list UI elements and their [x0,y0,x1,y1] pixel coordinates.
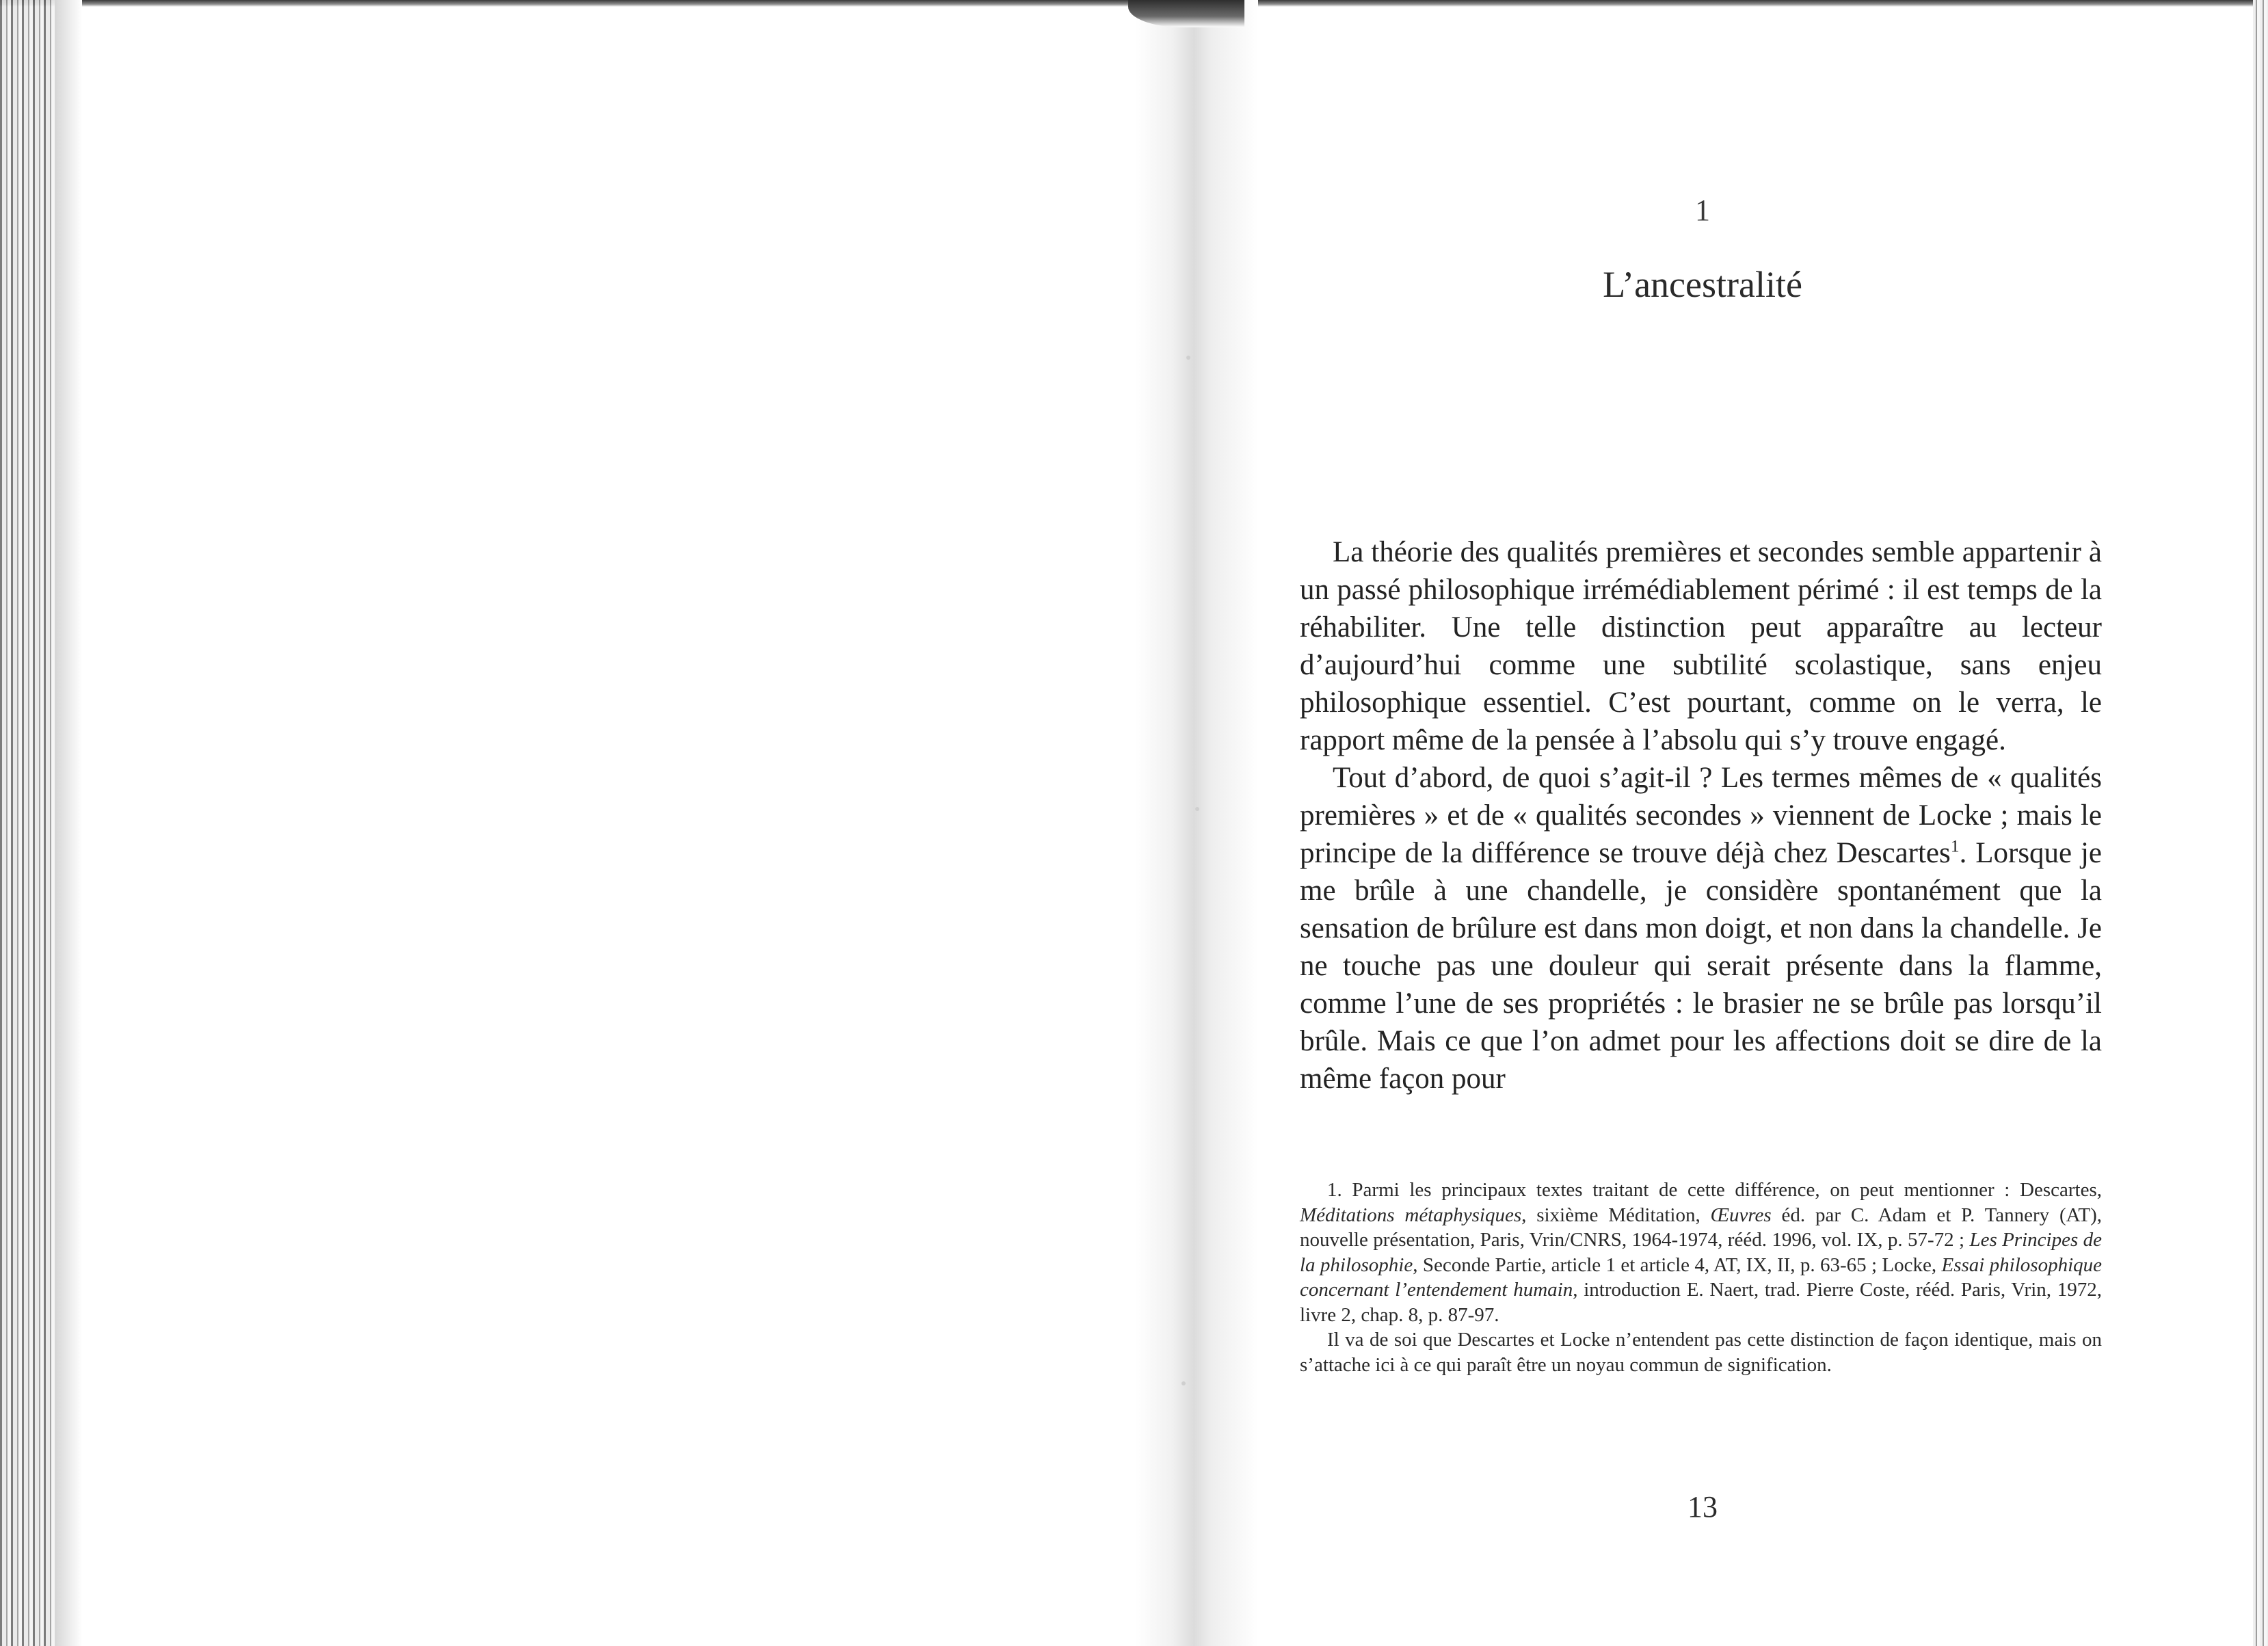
paragraph-2-rest: . Lorsque je me brûle à une chandelle, je considère spontanément que la sensation de brûlure est dans mon doigt, et non dans la chandelle. Je ne touche pas une douleur qui serait présente dans la flamme, comme l’une de ses propriétés : le brasier ne se brûle pas lorsqu’il brûle. Mais ce que l’on admet pour les affections doit se dire de la même façon pour [1300,837,2102,1095]
chapter-title: L’ancestralité [1603,264,1802,305]
footnote-1-title-oeuvres: Œuvres [1710,1204,1772,1226]
page-number: 13 [1687,1490,1718,1524]
left-page-edges [0,0,55,1646]
paragraph-1: La théorie des qualités premières et secondes semble appartenir à un passé philosophique irrémédiablement périmé : il est temps de la réhabiliter. Une telle distinction peut apparaître au lecteur d’aujourd’hui comme une subtilité scolastique, sans enjeu philosophique essentiel. C’est pourtant, comme on le verra, le rapport même de la pensée à l’absolu qui s’y trouve engagé. [1300,536,2102,756]
footnote-1-title-essai: Essai philosophique concernant l’entendement humain [1300,1253,2103,1301]
scan-speck [1182,1381,1186,1385]
chapter-number: 1 [1695,194,1710,227]
footnotes [1300,1178,2102,1377]
footnote-1-text: , introduction E. Naert, trad. Pierre Coste, rééd. Paris, Vrin, 1972, livre 2, chap. 8, p. 87-97. [1300,1279,2102,1326]
scan-speck [1186,356,1190,360]
footnote-1-title-meditations: Méditations métaphysiques [1300,1204,1522,1226]
footnote-1-title-principes: Les Principes de la philosophie [1300,1229,2102,1276]
body-text [1300,533,2102,1098]
footnote-2: Il va de soi que Descartes et Locke n’entendent pas cette distinction de façon identique, mais on s’attache ici à ce qui paraît être un noyau commun de signification. [1300,1329,2102,1376]
footnote-1 [1300,1178,2102,1327]
footnote-1-text: , Seconde Partie, article 1 et article 4, AT, IX, II, p. 63-65 ; Locke, [1413,1253,1942,1276]
right-page-edges [2253,0,2268,1646]
footnote-marker: 1 [1950,836,1960,856]
footnote-1-text: 1. Parmi les principaux textes traitant de cette différence, on peut mentionner : Descartes, [1327,1179,2102,1201]
footnote-1-text: , sixième Méditation, [1521,1204,1711,1226]
scan-speck [1195,807,1199,811]
footnote-1-text: éd. par C. Adam et P. Tannery (AT), nouvelle présentation, Paris, Vrin/CNRS, 1964-1974, rééd. 1996, vol. IX, p. 57-72 ; [1300,1204,2102,1251]
paragraph-2 [1300,759,2102,1098]
paragraph-2-start: Tout d’abord, de quoi s’agit-il ? Les termes mêmes de « qualités premières » et de « qualités secondes » viennent de Locke ; mais le principe de la différence se trouve déjà chez Descartes [1300,762,2102,869]
left-page-edge-shadow [55,0,82,1646]
book-gutter [1135,0,1258,1646]
